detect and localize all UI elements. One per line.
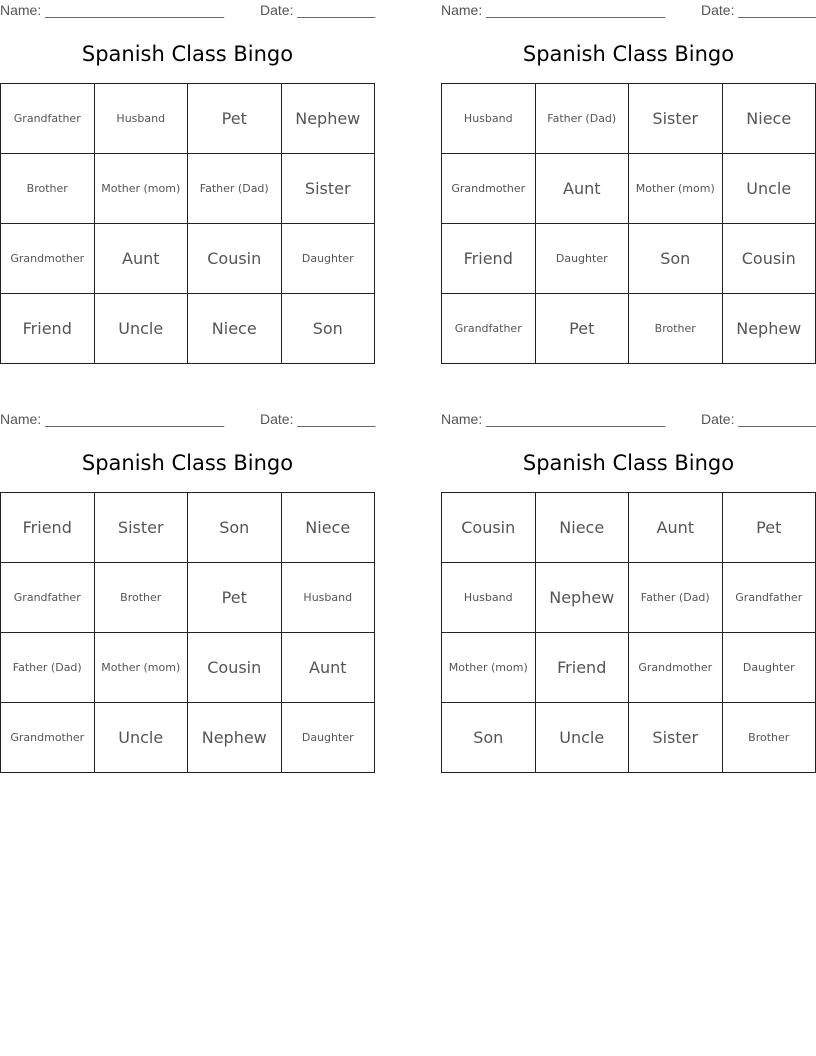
bingo-cell: Grandmother xyxy=(442,154,536,224)
bingo-cell: Mother (mom) xyxy=(95,154,189,224)
card-title: Spanish Class Bingo xyxy=(81,451,294,475)
date-field-label: Date: __________ xyxy=(701,411,816,427)
bingo-cell: Cousin xyxy=(723,224,816,294)
bingo-cell: Son xyxy=(188,493,282,563)
bingo-grid xyxy=(441,492,816,773)
bingo-cell: Husband xyxy=(442,563,536,633)
date-field-label: Date: __________ xyxy=(260,2,376,18)
bingo-cell: Friend xyxy=(442,224,536,294)
bingo-cell: Pet xyxy=(723,493,816,563)
bingo-grid xyxy=(441,83,816,364)
bingo-cell: Nephew xyxy=(536,563,630,633)
bingo-cell: Cousin xyxy=(188,224,282,294)
bingo-cell: Mother (mom) xyxy=(95,633,189,703)
bingo-cell: Sister xyxy=(629,84,723,154)
bingo-cell: Sister xyxy=(629,703,723,773)
bingo-cell: Mother (mom) xyxy=(442,633,536,703)
bingo-card-1 xyxy=(0,0,375,364)
bingo-cell: Daughter xyxy=(282,703,376,773)
bingo-cell: Cousin xyxy=(442,493,536,563)
date-field-label: Date: __________ xyxy=(260,411,376,427)
name-field-label: Name: _______________________ xyxy=(441,2,666,18)
bingo-cell: Grandmother xyxy=(1,224,95,294)
card-title: Spanish Class Bingo xyxy=(81,42,294,66)
bingo-cell: Cousin xyxy=(188,633,282,703)
card-header xyxy=(441,0,816,20)
bingo-cell: Brother xyxy=(95,563,189,633)
bingo-cell: Brother xyxy=(1,154,95,224)
bingo-cell: Husband xyxy=(282,563,376,633)
bingo-cell: Grandfather xyxy=(1,563,95,633)
bingo-cell: Son xyxy=(442,703,536,773)
bingo-cell: Husband xyxy=(442,84,536,154)
bingo-cell: Grandmother xyxy=(629,633,723,703)
bingo-cell: Daughter xyxy=(723,633,816,703)
bingo-card-4 xyxy=(441,409,816,773)
bingo-cell: Friend xyxy=(1,493,95,563)
bingo-cell: Nephew xyxy=(723,294,816,364)
bingo-cell: Niece xyxy=(723,84,816,154)
bingo-cell: Daughter xyxy=(282,224,376,294)
bingo-cell: Sister xyxy=(282,154,376,224)
name-field-label: Name: _______________________ xyxy=(0,411,225,427)
bingo-cell: Aunt xyxy=(95,224,189,294)
bingo-cell: Aunt xyxy=(282,633,376,703)
bingo-cell: Pet xyxy=(188,563,282,633)
name-field-label: Name: _______________________ xyxy=(0,2,225,18)
bingo-cell: Daughter xyxy=(536,224,630,294)
date-field-label: Date: __________ xyxy=(701,2,816,18)
bingo-cell: Friend xyxy=(536,633,630,703)
bingo-card-2 xyxy=(441,0,816,364)
card-header xyxy=(441,409,816,429)
bingo-cell: Grandmother xyxy=(1,703,95,773)
bingo-cell: Father (Dad) xyxy=(1,633,95,703)
card-title: Spanish Class Bingo xyxy=(522,451,735,475)
bingo-card-3 xyxy=(0,409,375,773)
bingo-cell: Pet xyxy=(536,294,630,364)
name-field-label: Name: _______________________ xyxy=(441,411,666,427)
bingo-cell: Nephew xyxy=(188,703,282,773)
bingo-cell: Grandfather xyxy=(1,84,95,154)
bingo-cell: Niece xyxy=(282,493,376,563)
bingo-cell: Grandfather xyxy=(442,294,536,364)
bingo-cell: Brother xyxy=(723,703,816,773)
card-header xyxy=(0,0,375,20)
bingo-cell: Sister xyxy=(95,493,189,563)
bingo-grid xyxy=(0,83,375,364)
bingo-cell: Aunt xyxy=(629,493,723,563)
bingo-cell: Niece xyxy=(188,294,282,364)
bingo-cell: Mother (mom) xyxy=(629,154,723,224)
bingo-grid xyxy=(0,492,375,773)
bingo-cell: Son xyxy=(282,294,376,364)
bingo-cell: Uncle xyxy=(723,154,816,224)
bingo-cell: Father (Dad) xyxy=(188,154,282,224)
bingo-cell: Niece xyxy=(536,493,630,563)
bingo-cell: Uncle xyxy=(95,703,189,773)
bingo-cell: Son xyxy=(629,224,723,294)
bingo-cell: Husband xyxy=(95,84,189,154)
bingo-cell: Uncle xyxy=(95,294,189,364)
bingo-cell: Aunt xyxy=(536,154,630,224)
bingo-cell: Grandfather xyxy=(723,563,816,633)
bingo-cell: Uncle xyxy=(536,703,630,773)
bingo-cell: Friend xyxy=(1,294,95,364)
bingo-cell: Pet xyxy=(188,84,282,154)
card-header xyxy=(0,409,375,429)
bingo-cell: Brother xyxy=(629,294,723,364)
bingo-cell: Father (Dad) xyxy=(629,563,723,633)
bingo-cell: Nephew xyxy=(282,84,376,154)
bingo-cell: Father (Dad) xyxy=(536,84,630,154)
card-title: Spanish Class Bingo xyxy=(522,42,735,66)
